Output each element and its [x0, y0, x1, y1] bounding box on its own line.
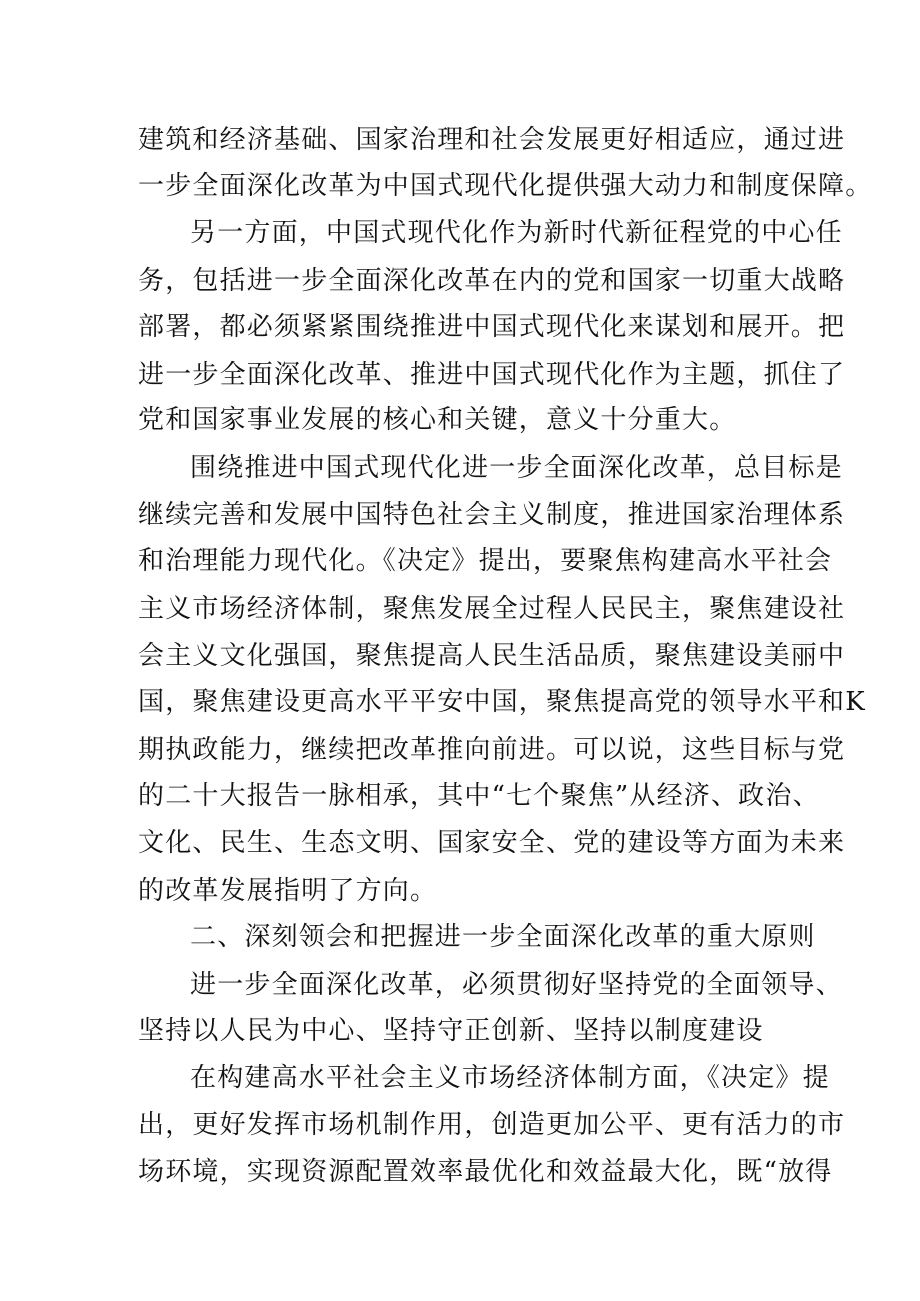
text-line: 出，更好发挥市场机制作用，创造更加公平、更有活力的市 — [138, 1110, 846, 1140]
text-line: 另一方面，中国式现代化作为新时代新征程党的中心任 — [190, 218, 843, 248]
text-line: 建筑和经济基础、国家治理和社会发展更好相适应，通过进 — [138, 125, 846, 155]
text-line: 期执政能力，继续把改革推向前进。可以说，这些目标与党 — [138, 735, 846, 765]
text-line: 国，聚焦建设更高水平平安中国，聚焦提高党的领导水平和K — [138, 687, 866, 717]
text-line: 场环境，实现资源配置效率最优化和效益最大化，既“放得 — [138, 1157, 833, 1187]
text-line: 和治理能力现代化。《决定》提出，要聚焦构建高水平社会 — [138, 546, 833, 576]
text-line: 会主义文化强国，聚焦提高人民生活品质，聚焦建设美丽中 — [138, 641, 846, 671]
text-line: 部署，都必须紧紧围绕推进中国式现代化来谋划和展开。把 — [138, 312, 846, 342]
section-heading: 二、深刻领会和把握进一步全面深化改革的重大原则 — [190, 922, 816, 952]
text-line: 务，包括进一步全面深化改革在内的党和国家一切重大战略 — [138, 266, 846, 296]
text-line: 一步全面深化改革为中国式现代化提供强大动力和制度保障。 — [138, 171, 873, 201]
text-line: 文化、民生、生态文明、国家安全、党的建设等方面为未来 — [138, 828, 846, 858]
text-line: 的二十大报告一脉相承，其中“七个聚焦”从经济、政治、 — [138, 781, 820, 811]
text-line: 进一步全面深化改革、推进中国式现代化作为主题，抓住了 — [138, 360, 846, 390]
text-line: 在构建高水平社会主义市场经济体制方面，《决定》提 — [190, 1063, 830, 1093]
text-line: 的改革发展指明了方向。 — [138, 876, 438, 906]
text-line: 继续完善和发展中国特色社会主义制度，推进国家治理体系 — [138, 500, 846, 530]
text-line: 坚持以人民为中心、坚持守正创新、坚持以制度建设 — [138, 1016, 764, 1046]
text-line: 进一步全面深化改革，必须贯彻好坚持党的全面领导、 — [190, 970, 843, 1000]
text-line: 党和国家事业发展的核心和关键，意义十分重大。 — [138, 405, 737, 435]
text-line: 主义市场经济体制，聚焦发展全过程人民民主，聚焦建设社 — [138, 594, 846, 624]
text-line: 围绕推进中国式现代化进一步全面深化改革，总目标是 — [190, 453, 843, 483]
